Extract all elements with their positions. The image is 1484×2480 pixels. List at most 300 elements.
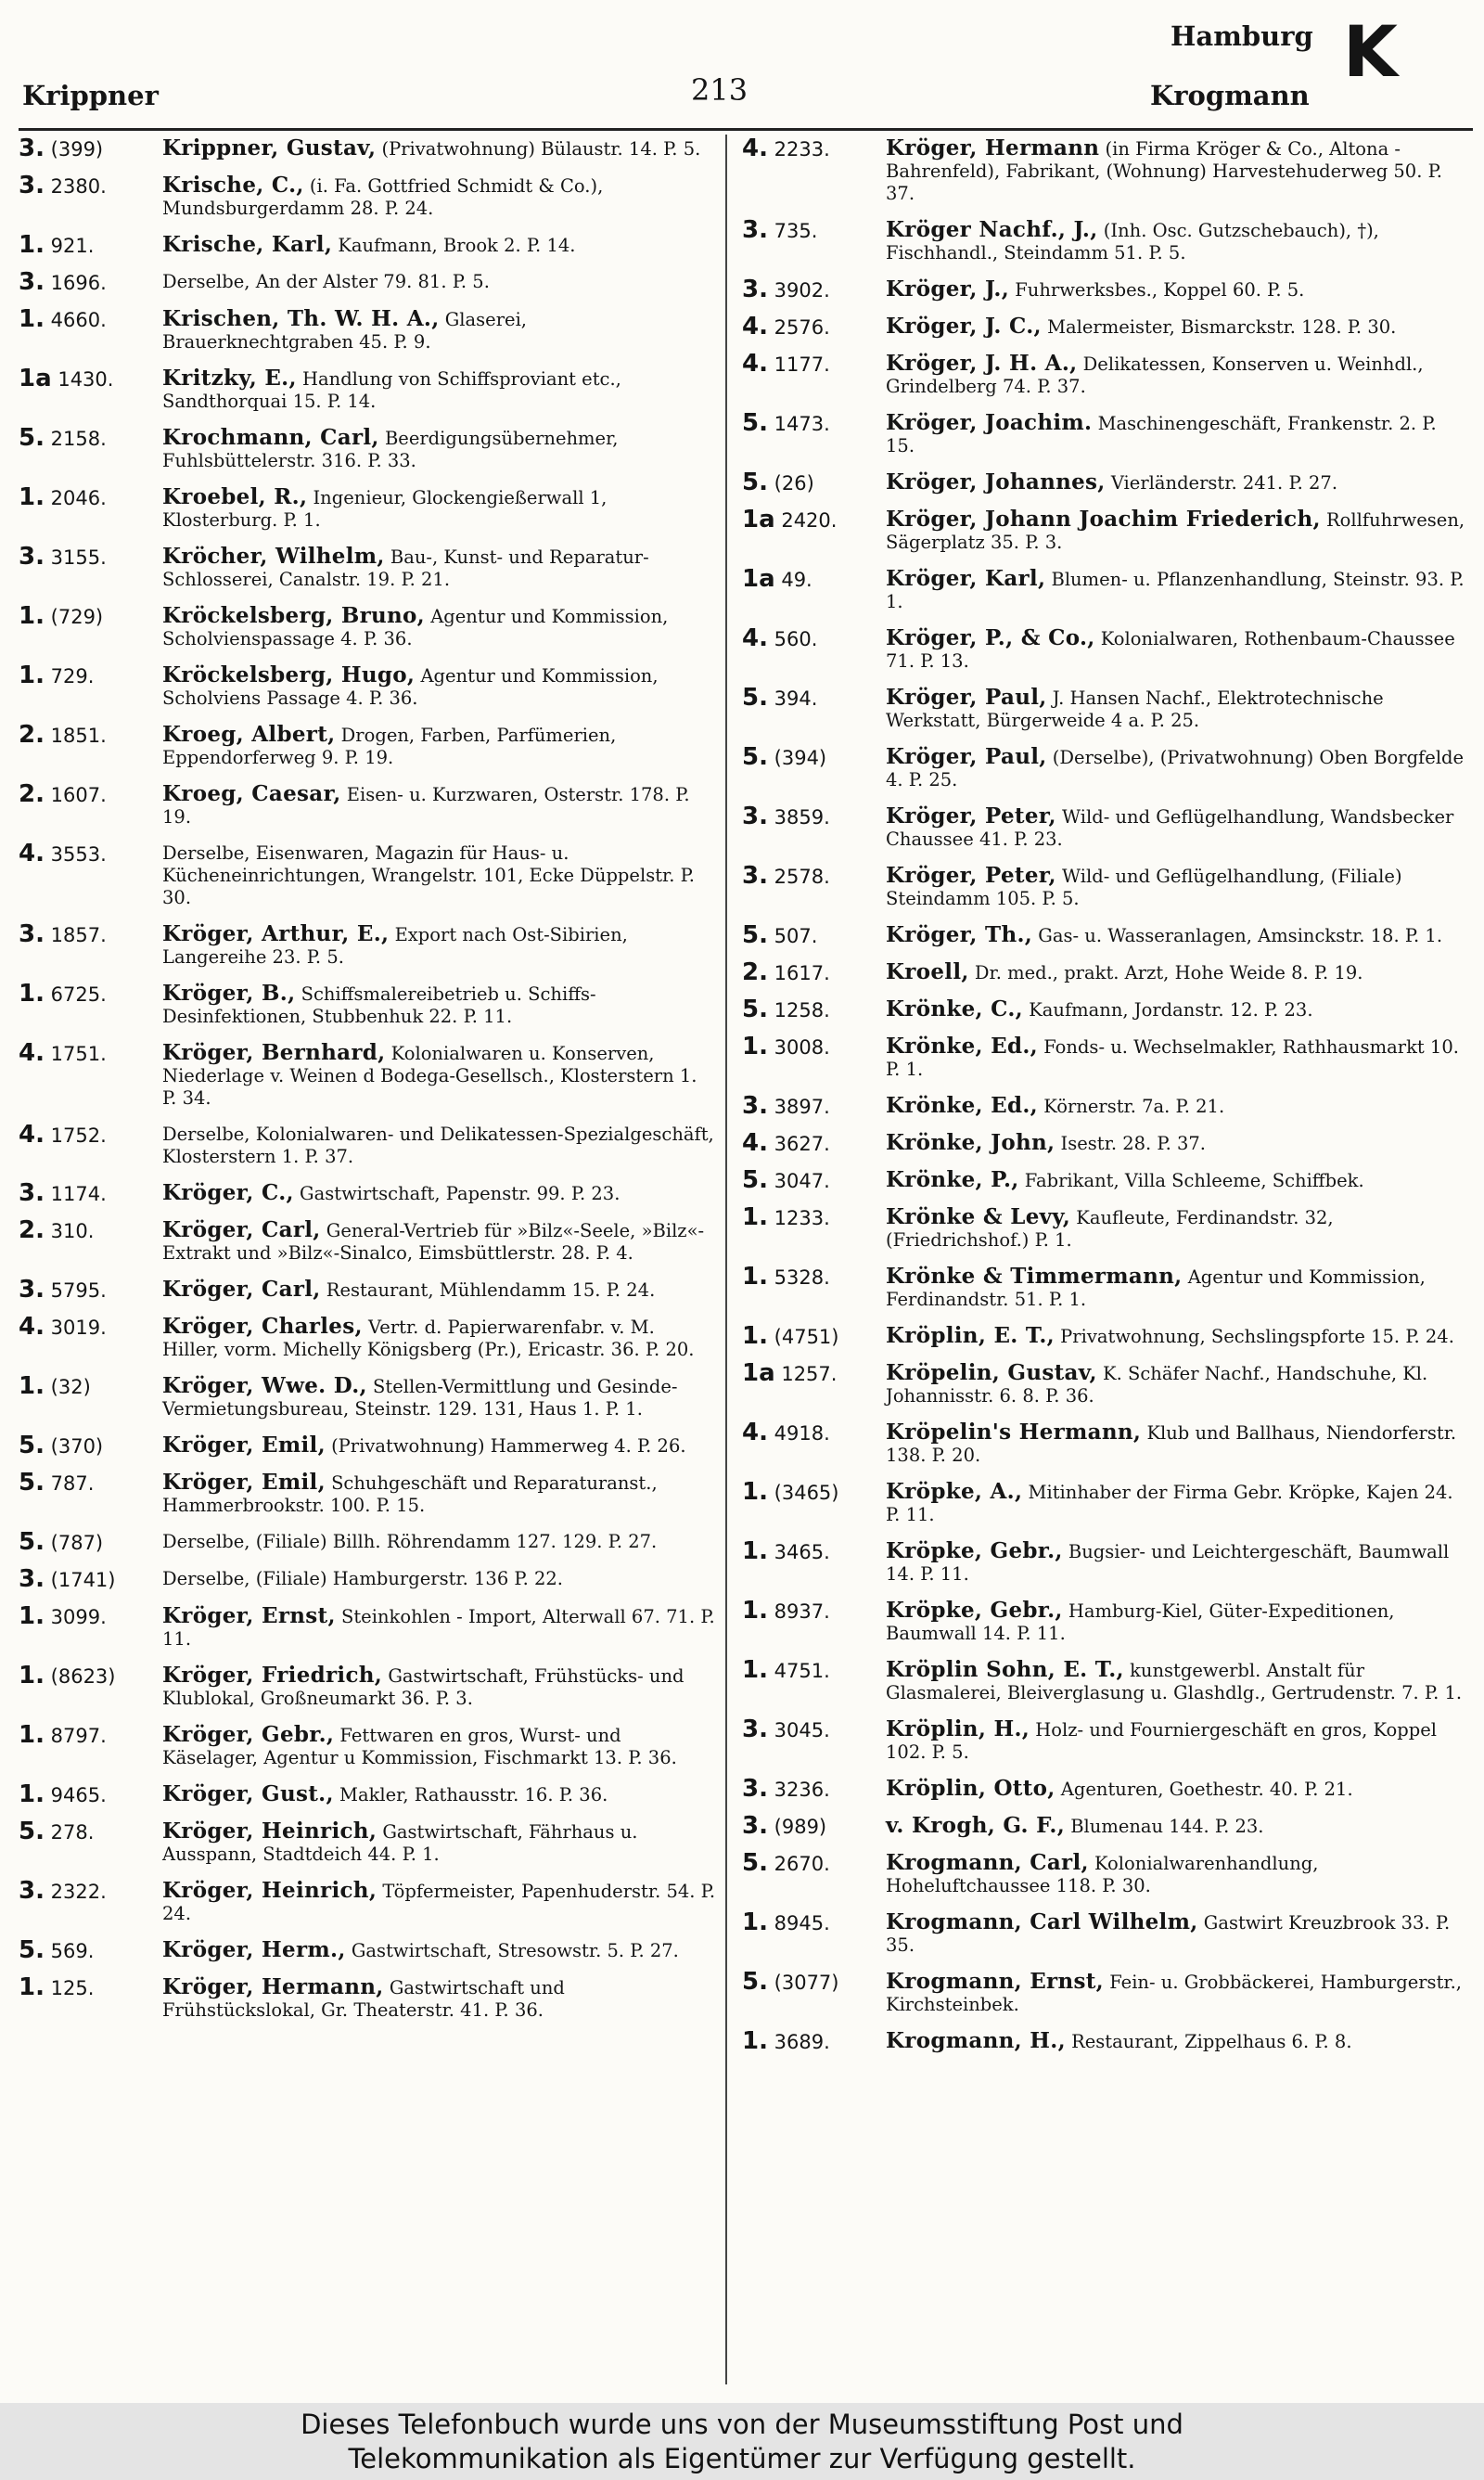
entry-phone <box>742 1035 886 1059</box>
directory-entry <box>19 1664 716 1710</box>
directory-entry <box>19 543 716 591</box>
entry-description: K. Schäfer Nachf., Handschuhe, Kl. Johannisstr. 6. 8. P. 36. <box>886 1363 1428 1407</box>
entry-name: Kröger, Peter, <box>886 803 1056 829</box>
entry-number: 6725. <box>50 983 107 1006</box>
entry-name: Kröger, B., <box>162 981 296 1006</box>
directory-entry <box>19 424 716 472</box>
entry-district: 5. <box>742 469 768 496</box>
entry-text <box>162 923 716 969</box>
entry-description: Derselbe, Eisenwaren, Magazin für Haus- u. Kücheneinrichtungen, Wrangelstr. 101, Ecke Düppelstr. P. 30. <box>162 842 695 908</box>
entry-number: 3859. <box>774 806 830 829</box>
entry-district: 3. <box>19 1565 45 1593</box>
directory-entry <box>742 805 1465 851</box>
entry-description: Kolonialwaren, Rothenbaum-Chaussee 71. P. 13. <box>886 628 1455 672</box>
directory-entry <box>19 1877 716 1925</box>
entry-district: 1. <box>19 305 45 333</box>
entry-district: 3. <box>742 1715 768 1743</box>
entry-text <box>886 805 1465 851</box>
directory-entry <box>742 1092 1465 1120</box>
directory-entry <box>19 1602 716 1651</box>
entry-district: 1. <box>19 1780 45 1808</box>
entry-name: Kröpke, A., <box>886 1479 1023 1504</box>
entry-number: 1258. <box>774 999 830 1022</box>
entry-name: Krischen, Th. W. H. A., <box>162 306 440 331</box>
entry-name: Kröger, Karl, <box>886 566 1046 591</box>
entry-number: (1741) <box>50 1569 116 1591</box>
entry-district: 4. <box>742 1129 768 1157</box>
entry-text <box>162 1820 716 1866</box>
entry-number: 3627. <box>774 1133 830 1155</box>
entry-name: Kröger, C., <box>162 1180 294 1205</box>
entry-number: 8937. <box>774 1600 830 1623</box>
entry-name: Kröckelsberg, Hugo, <box>162 662 416 687</box>
entry-phone <box>19 1039 162 1067</box>
entry-number: (729) <box>50 606 104 628</box>
entry-phone <box>19 842 162 866</box>
entry-phone <box>742 409 886 437</box>
entry-number: 2576. <box>774 316 830 339</box>
entry-text <box>886 1481 1465 1526</box>
entry-text <box>162 1568 716 1590</box>
entry-description: Agentur und Kommission, Ferdinandstr. 51. P. 1. <box>886 1266 1426 1310</box>
entry-text <box>886 627 1465 673</box>
entry-phone <box>742 1968 886 1996</box>
entry-text <box>886 1266 1465 1311</box>
entry-phone <box>742 1166 886 1194</box>
entry-phone <box>742 684 886 712</box>
section-letter: K <box>1343 10 1398 93</box>
directory-entry <box>742 1478 1465 1526</box>
entry-district: 3. <box>742 803 768 830</box>
entry-number: (399) <box>50 138 104 161</box>
entry-phone <box>742 1421 886 1445</box>
entry-district: 2. <box>19 1216 45 1244</box>
entry-text <box>886 1421 1465 1467</box>
directory-entry <box>19 1179 716 1207</box>
entry-text <box>162 1219 716 1265</box>
entry-name: Krippner, Gustav, <box>162 137 377 161</box>
entry-name: Krogmann, Carl, <box>886 1850 1089 1875</box>
entry-description: Bau-, Kunst- und Reparatur-Schlosserei, Canalstr. 19. P. 21. <box>162 546 649 590</box>
entry-name: Krische, C., <box>162 173 304 198</box>
entry-description: Gas- u. Wasseranlagen, Amsinckstr. 18. P. 1. <box>1038 925 1443 946</box>
directory-entry <box>742 350 1465 398</box>
entry-name: Kröger, Wwe. D., <box>162 1373 367 1398</box>
entry-description: Fabrikant, Villa Schleeme, Schiffbek. <box>1024 1170 1364 1191</box>
entry-number: (32) <box>50 1376 91 1398</box>
entry-text <box>162 1182 716 1205</box>
entry-name: Kritzky, E., <box>162 366 297 391</box>
entry-text <box>162 427 716 472</box>
header-right-keyword: Krogmann <box>1150 80 1310 111</box>
entry-number: 49. <box>781 569 812 591</box>
entry-description: (i. Fa. Gottfried Schmidt & Co.), Mundsburgerdamm 28. P. 24. <box>162 175 604 219</box>
entry-number: 394. <box>774 687 818 710</box>
entry-number: 4751. <box>774 1660 830 1682</box>
entry-phone <box>19 1877 162 1905</box>
entry-phone <box>742 624 886 652</box>
directory-entry <box>742 1035 1465 1081</box>
entry-phone <box>19 980 162 1008</box>
entry-district: 4. <box>19 1039 45 1067</box>
directory-entry <box>742 1203 1465 1252</box>
entry-district: 5. <box>742 1968 768 1996</box>
entry-name: Kröger, Emil, <box>162 1470 326 1495</box>
entry-number: 2578. <box>774 866 830 888</box>
entry-description: Kolonialwarenhandlung, Hoheluftchaussee 118. P. 30. <box>886 1853 1319 1896</box>
entry-phone <box>742 1597 886 1625</box>
entry-district: 3. <box>742 1775 768 1803</box>
entry-district: 3. <box>19 1179 45 1207</box>
entry-description: Restaurant, Mühlendamm 15. P. 24. <box>326 1279 656 1301</box>
entry-name: Kröger, Carl, <box>162 1277 321 1302</box>
entry-name: Kröplin Sohn, E. T., <box>886 1657 1124 1682</box>
directory-entry <box>742 1597 1465 1645</box>
directory-entry <box>19 1780 716 1808</box>
directory-entry <box>742 508 1465 554</box>
entry-district: 4. <box>19 1121 45 1149</box>
entry-description: (Inh. Osc. Gutzschebauch), †), Fischhandl., Steindamm 51. P. 5. <box>886 220 1379 263</box>
directory-entry <box>742 2027 1465 2055</box>
entry-phone <box>742 1656 886 1684</box>
entry-phone <box>19 1528 162 1556</box>
header-rule <box>19 128 1473 131</box>
entry-number: 5795. <box>50 1279 107 1302</box>
entry-text <box>886 1815 1465 1838</box>
entry-text <box>886 1206 1465 1252</box>
footer-line-2: Telekommunikation als Eigentümer zur Verfügung gestellt. <box>348 2443 1136 2474</box>
directory-entry <box>19 1973 716 2022</box>
directory-entry <box>19 1565 716 1593</box>
entry-district: 3. <box>19 543 45 571</box>
entry-district: 5. <box>19 1936 45 1964</box>
entry-district: 4. <box>742 624 768 652</box>
entry-description: Vertr. d. Papierwarenfabr. v. M. Hiller, vorm. Michelly Königsberg (Pr.), Ericastr. 36. P. 20. <box>162 1317 695 1360</box>
entry-phone <box>19 1973 162 2001</box>
entry-district: 3. <box>19 920 45 948</box>
directory-entry <box>19 483 716 532</box>
entry-phone <box>19 780 162 808</box>
page-number: 213 <box>691 72 748 108</box>
entry-name: Kröcher, Wilhelm, <box>162 544 385 569</box>
entry-text <box>162 1375 716 1420</box>
entry-description: (Derselbe), (Privatwohnung) Oben Borgfelde 4. P. 25. <box>886 747 1465 790</box>
entry-name: Kröger, Hermann <box>886 137 1100 161</box>
directory-entry <box>19 780 716 829</box>
entry-name: Kröger, Joachim. <box>886 410 1093 435</box>
entry-number: 1751. <box>50 1043 107 1065</box>
entry-description: Rollfuhrwesen, Sägerplatz 35. P. 3. <box>886 509 1465 553</box>
entry-number: 2046. <box>50 487 107 509</box>
entry-number: (26) <box>774 472 814 495</box>
entry-number: 3008. <box>774 1036 830 1059</box>
entry-district: 1a <box>742 506 775 533</box>
entry-description: Blumenau 144. P. 23. <box>1070 1816 1264 1837</box>
entry-phone <box>742 1715 886 1743</box>
entry-text <box>162 1124 716 1168</box>
entry-description: Gastwirtschaft, Frühstücks- und Klublokal, Großneumarkt 36. P. 3. <box>162 1665 684 1709</box>
entry-text <box>886 353 1465 398</box>
entry-phone <box>742 1263 886 1291</box>
entry-district: 3. <box>742 862 768 890</box>
entry-name: Kroebel, R., <box>162 484 308 509</box>
entry-district: 2. <box>19 780 45 808</box>
entry-number: (8623) <box>50 1665 116 1688</box>
entry-name: Kröger, J. C., <box>886 314 1042 339</box>
entry-name: Krönke, Ed., <box>886 1093 1038 1118</box>
entry-description: Agentur und Kommission, Scholviens Passage 4. P. 36. <box>162 665 659 709</box>
entry-name: Kröger, Arthur, E., <box>162 921 390 946</box>
entry-phone <box>19 543 162 571</box>
entry-district: 5. <box>742 1166 768 1194</box>
entry-name: Kröpelin's Hermann, <box>886 1420 1142 1445</box>
entry-number: 507. <box>774 925 818 947</box>
entry-name: Krönke, John, <box>886 1130 1055 1155</box>
entry-description: Drogen, Farben, Parfümerien, Eppendorferweg 9. P. 19. <box>162 725 617 768</box>
entry-number: 2322. <box>50 1881 107 1903</box>
entry-number: 735. <box>774 220 818 242</box>
directory-entry <box>19 721 716 769</box>
entry-phone <box>742 508 886 532</box>
entry-phone <box>19 1121 162 1149</box>
entry-description: Gastwirt Kreuzbrook 33. P. 35. <box>886 1912 1451 1956</box>
entry-text <box>162 983 716 1028</box>
entry-phone <box>742 1908 886 1936</box>
entry-text <box>886 746 1465 791</box>
entry-name: Kroeg, Albert, <box>162 722 336 747</box>
entry-text <box>162 271 716 293</box>
entry-description: Steinkohlen - Import, Alterwall 67. 71. P. 11. <box>162 1606 715 1650</box>
entry-text <box>886 687 1465 732</box>
entry-description: Derselbe, Kolonialwaren- und Delikatessen-Spezialgeschäft, Klosterstern 1. P. 37. <box>162 1124 714 1167</box>
entry-number: 2158. <box>50 428 107 450</box>
entry-district: 4. <box>742 1419 768 1446</box>
entry-description: Eisen- u. Kurzwaren, Osterstr. 178. P. 19. <box>162 784 690 828</box>
entry-phone <box>742 315 886 339</box>
directory-entry <box>742 278 1465 302</box>
entry-number: 1617. <box>774 962 830 984</box>
entry-district: 5. <box>742 409 768 437</box>
directory-entry <box>19 602 716 650</box>
entry-phone <box>742 1537 886 1565</box>
entry-phone <box>19 1664 162 1688</box>
entry-phone <box>19 1372 162 1400</box>
entry-number: 310. <box>50 1220 95 1242</box>
entry-text <box>162 137 716 161</box>
directory-entry <box>742 958 1465 986</box>
entry-phone <box>19 602 162 630</box>
entry-district: 5. <box>19 1818 45 1845</box>
entry-district: 1. <box>742 1908 768 1936</box>
entry-district: 1. <box>19 1721 45 1749</box>
entry-text <box>886 961 1465 984</box>
entry-name: Krochmann, Carl, <box>162 425 379 450</box>
entry-name: Krogmann, H., <box>886 2028 1066 2053</box>
entry-district: 5. <box>742 921 768 949</box>
directory-entry <box>19 842 716 909</box>
entry-district: 4. <box>19 1313 45 1341</box>
entry-number: 8945. <box>774 1912 830 1934</box>
directory-entry <box>742 1968 1465 2016</box>
entry-text <box>162 486 716 532</box>
entry-text <box>162 234 716 257</box>
entry-description: Beerdigungsübernehmer, Fuhlsbüttelerstr. 316. P. 33. <box>162 428 619 471</box>
entry-name: Kröckelsberg, Bruno, <box>162 603 425 628</box>
entry-name: Kröpke, Gebr., <box>886 1598 1063 1623</box>
directory-entry <box>742 1263 1465 1311</box>
entry-district: 1. <box>742 1656 768 1684</box>
entry-text <box>886 865 1465 910</box>
entry-description: Vierländerstr. 241. P. 27. <box>1110 472 1338 494</box>
entry-text <box>162 1664 716 1710</box>
entry-number: 1233. <box>774 1207 830 1229</box>
entry-name: Krönke, C., <box>886 996 1023 1022</box>
entry-district: 1. <box>742 1263 768 1291</box>
entry-description: Körnerstr. 7a. P. 21. <box>1043 1096 1225 1117</box>
entry-number: 1174. <box>50 1183 107 1205</box>
directory-entry <box>742 1421 1465 1467</box>
entry-text <box>162 842 716 909</box>
entry-description: Kaufleute, Ferdinandstr. 32, (Friedrichshof.) P. 1. <box>886 1207 1334 1251</box>
directory-entry <box>19 1936 716 1964</box>
entry-name: Kroell, <box>886 959 969 984</box>
entry-text <box>162 1042 716 1110</box>
entry-phone <box>742 471 886 495</box>
entry-description: Isestr. 28. P. 37. <box>1060 1133 1207 1154</box>
entry-phone <box>742 1203 886 1231</box>
entry-phone <box>19 305 162 333</box>
entry-phone <box>742 743 886 771</box>
entry-district: 3. <box>19 268 45 296</box>
entry-phone <box>742 2027 886 2055</box>
entry-text <box>162 174 716 220</box>
entry-phone <box>19 1565 162 1593</box>
entry-number: 125. <box>50 1977 95 1999</box>
entry-description: (Privatwohnung) Hammerweg 4. P. 26. <box>331 1435 686 1457</box>
entry-phone <box>19 1721 162 1749</box>
entry-description: Holz- und Fourniergeschäft en gros, Koppel 102. P. 5. <box>886 1719 1438 1763</box>
directory-entry <box>742 921 1465 949</box>
entry-name: Kröger, Charles, <box>162 1314 363 1339</box>
entry-description: Agenturen, Goethestr. 40. P. 21. <box>1060 1779 1353 1800</box>
entry-district: 1. <box>19 1372 45 1400</box>
entry-district: 1. <box>19 483 45 511</box>
entry-phone <box>742 958 886 986</box>
entry-name: Kröplin, E. T., <box>886 1323 1055 1348</box>
entry-text <box>886 219 1465 264</box>
entry-description: Mitinhaber der Firma Gebr. Kröpke, Kajen 24. P. 11. <box>886 1482 1453 1525</box>
directory-entry <box>19 1372 716 1420</box>
entry-description: (in Firma Kröger & Co., Altona - Bahrenfeld), Fabrikant, (Wohnung) Harvestehuderweg 50. P. 37. <box>886 138 1442 204</box>
entry-text <box>162 1279 716 1302</box>
entry-district: 3. <box>742 276 768 303</box>
entry-description: Restaurant, Zippelhaus 6. P. 8. <box>1071 2031 1352 2052</box>
entry-text <box>162 783 716 829</box>
directory-entry <box>19 664 716 710</box>
entry-description: Kaufmann, Jordanstr. 12. P. 23. <box>1029 999 1313 1021</box>
entry-district: 5. <box>19 1432 45 1459</box>
entry-number: 3236. <box>774 1779 830 1801</box>
entry-phone <box>742 862 886 890</box>
entry-district: 3. <box>19 1877 45 1905</box>
entry-text <box>886 924 1465 947</box>
entry-number: 3902. <box>774 279 830 302</box>
entry-number: 729. <box>50 665 95 687</box>
directory-entry <box>742 743 1465 791</box>
directory-entry <box>742 1537 1465 1586</box>
entry-district: 3. <box>742 216 768 244</box>
entry-district: 4. <box>742 137 768 162</box>
entry-description: Bugsier- und Leichtergeschäft, Baumwall 14. P. 11. <box>886 1541 1450 1585</box>
directory-entry <box>19 1121 716 1168</box>
entry-number: (3465) <box>774 1482 839 1504</box>
entry-phone <box>742 1092 886 1120</box>
directory-entry <box>19 268 716 296</box>
entry-district: 4. <box>742 313 768 341</box>
left-column <box>19 137 716 2383</box>
directory-entry <box>742 1812 1465 1840</box>
entry-number: 3019. <box>50 1317 107 1339</box>
entry-name: Kröger, J., <box>886 276 1010 302</box>
directory-entry <box>19 1721 716 1769</box>
entry-text <box>162 1605 716 1651</box>
entry-number: 1696. <box>50 272 107 294</box>
entry-number: 1177. <box>774 353 830 376</box>
directory-entry <box>742 1849 1465 1897</box>
entry-description: Schiffsmalereibetrieb u. Schiffs-Desinfektionen, Stubbenhuk 22. P. 11. <box>162 983 596 1027</box>
entry-text <box>886 1718 1465 1764</box>
entry-phone <box>742 137 886 161</box>
directory-entry <box>19 1313 716 1361</box>
entry-text <box>162 1939 716 1962</box>
entry-text <box>886 1971 1465 2016</box>
entry-district: 1. <box>19 1973 45 2001</box>
entry-district: 4. <box>19 840 45 867</box>
entry-phone <box>19 1313 162 1341</box>
entry-text <box>886 568 1465 613</box>
entry-phone <box>19 920 162 948</box>
entry-text <box>886 2030 1465 2053</box>
entry-description: Fettwaren en gros, Wurst- und Käselager, Agentur u Kommission, Fischmarkt 13. P. 36. <box>162 1725 677 1768</box>
directory-entry <box>19 305 716 353</box>
entry-text <box>162 605 716 650</box>
entry-district: 1. <box>742 1322 768 1350</box>
directory-entry <box>19 137 716 161</box>
directory-entry <box>19 1039 716 1110</box>
entry-text <box>886 1132 1465 1155</box>
entry-number: 2420. <box>781 509 838 532</box>
directory-entry <box>742 862 1465 910</box>
entry-name: Kröger, Hermann, <box>162 1974 384 1999</box>
entry-name: Kröger, Th., <box>886 922 1033 947</box>
entry-phone <box>19 483 162 511</box>
entry-phone <box>19 367 162 391</box>
entry-text <box>162 1880 716 1925</box>
directory-entry <box>742 684 1465 732</box>
entry-number: 3155. <box>50 546 107 569</box>
entry-text <box>886 1325 1465 1348</box>
entry-phone <box>19 424 162 452</box>
entry-name: Krönke & Levy, <box>886 1204 1071 1229</box>
entry-text <box>162 1783 716 1806</box>
entry-phone <box>19 268 162 296</box>
entry-description: Derselbe, An der Alster 79. 81. P. 5. <box>162 271 490 292</box>
entry-description: Delikatessen, Konserven u. Weinhdl., Grindelberg 74. P. 37. <box>886 353 1424 397</box>
entry-phone <box>742 1129 886 1157</box>
entry-district: 1. <box>19 1602 45 1630</box>
entry-phone <box>19 1179 162 1207</box>
entry-district: 5. <box>742 743 768 771</box>
